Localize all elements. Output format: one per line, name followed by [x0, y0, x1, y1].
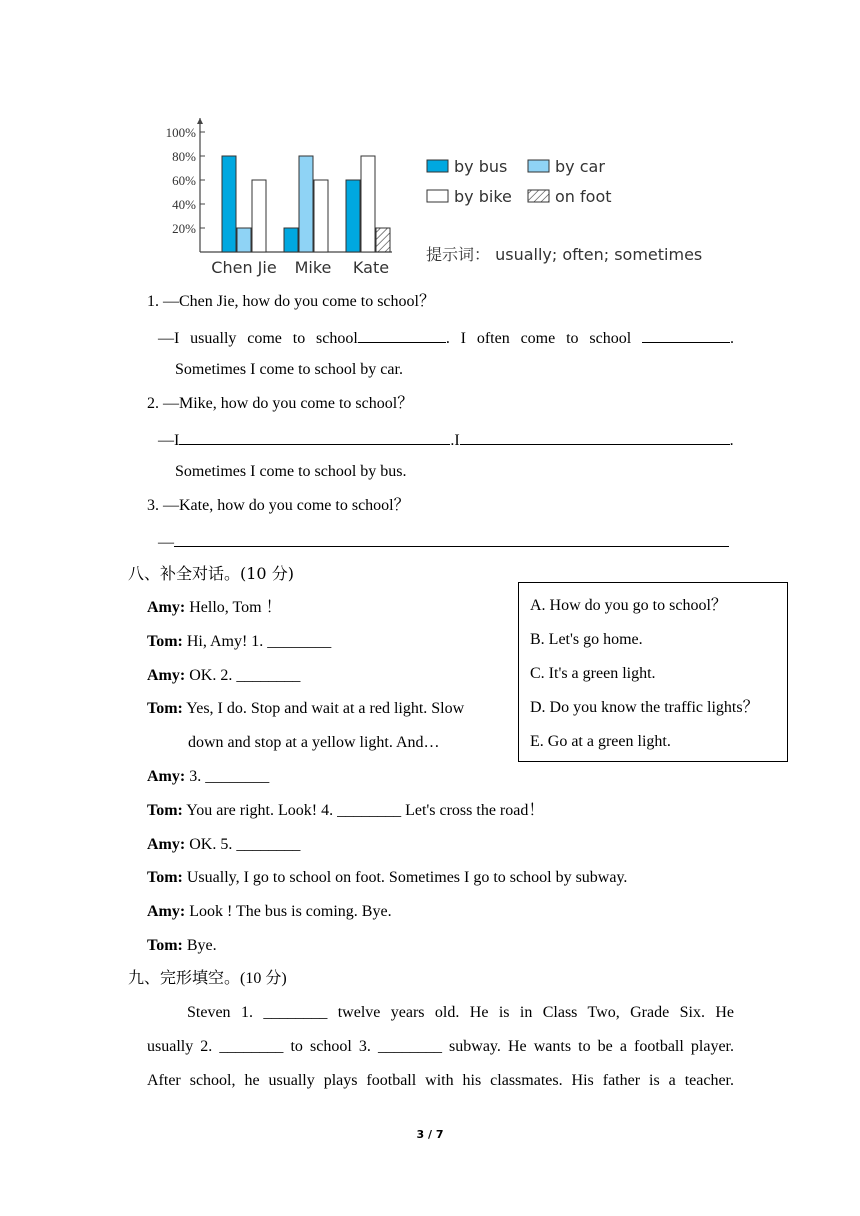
legend-swatch — [528, 190, 549, 202]
legend-swatch — [427, 160, 448, 172]
category-label: Kate — [352, 258, 390, 277]
bar-by-bus — [346, 180, 360, 252]
speaker-name: Tom: — [147, 802, 183, 819]
section9-line-2: usually 2. ________ to school 3. ________ subway. He wants to be a football player. — [147, 1038, 734, 1055]
legend-swatch — [427, 190, 448, 202]
speaker-name: Tom: — [147, 700, 183, 717]
section9-heading: 九、完形填空。(10 分) — [128, 970, 287, 987]
category-label: Mike — [294, 258, 332, 277]
y-tick-label: 40% — [172, 197, 196, 212]
dialogue-line — [147, 936, 217, 956]
speaker-name: Amy: — [147, 903, 186, 920]
option-a: A. How do you go to school？ — [530, 597, 727, 614]
q1-answer — [158, 326, 734, 349]
q2-sometimes: Sometimes I come to school by bus. — [175, 463, 407, 480]
category-labels — [211, 258, 389, 277]
y-tick-labels — [166, 125, 205, 236]
dialogue-text: 3. ________ — [185, 768, 270, 785]
option-d: D. Do you know the traffic lights？ — [530, 699, 759, 716]
q3-dash: — — [158, 534, 174, 551]
dialogue-text: OK. 5. ________ — [185, 836, 301, 853]
dialogue-line — [147, 835, 300, 855]
dialogue-text: Yes, I do. Stop and wait at a red light. Slow — [182, 700, 465, 717]
q3-answer — [158, 530, 729, 553]
category-label: Chen Jie — [211, 258, 277, 277]
q2-answer — [158, 428, 734, 451]
dialogue-line — [147, 902, 392, 922]
dialogue-line — [188, 733, 440, 753]
dialogue-line — [147, 666, 300, 686]
option-e: E. Go at a green light. — [530, 733, 671, 750]
q3-blank[interactable] — [174, 530, 729, 547]
speaker-name: Tom: — [147, 869, 183, 886]
dialogue-line — [147, 767, 269, 787]
page-number: 3 / 7 — [416, 1128, 444, 1141]
q3-question: 3. —Kate, how do you come to school？ — [147, 497, 410, 514]
q2-blank-1[interactable] — [179, 428, 450, 445]
dialogue-line — [147, 868, 627, 888]
dialogue-text: You are right. Look! 4. ________ Let's cross the road！ — [182, 802, 545, 819]
dialogue-text: down and stop at a yellow light. And… — [188, 734, 440, 751]
q1-question: 1. —Chen Jie, how do you come to school？ — [147, 293, 435, 310]
dialogue-line — [147, 801, 544, 821]
bar-on-foot — [376, 228, 390, 252]
q2-end: . — [729, 432, 734, 449]
hint-words: 提示词： usually; often; sometimes — [426, 245, 703, 264]
dialogue-text: Usually, I go to school on foot. Sometimes I go to school by subway. — [182, 869, 628, 886]
chart-bars — [222, 156, 390, 252]
chart-legend — [427, 157, 612, 206]
legend-label: by bus — [454, 157, 508, 176]
q1-answer-a: —I usually come to school — [158, 330, 358, 347]
q1-answer-c: . — [730, 330, 735, 347]
q1-sometimes: Sometimes I come to school by car. — [175, 361, 403, 378]
speaker-name: Tom: — [147, 937, 183, 954]
q2-mid: .I — [450, 432, 460, 449]
bar-by-bike — [361, 156, 375, 252]
bar-by-bus — [284, 228, 298, 252]
y-axis-arrow — [197, 118, 203, 124]
bar-by-bus — [222, 156, 236, 252]
dialogue-line — [147, 598, 282, 618]
q1-blank-1[interactable] — [358, 326, 446, 343]
bar-by-car — [237, 228, 251, 252]
legend-label: by bike — [454, 187, 512, 206]
legend-label: on foot — [555, 187, 612, 206]
dialogue-line — [147, 699, 464, 719]
section9-line-3: After school, he usually plays football with his classmates. His father is a teacher. — [147, 1072, 734, 1089]
speaker-name: Amy: — [147, 667, 186, 684]
speaker-name: Amy: — [147, 836, 186, 853]
option-b: B. Let's go home. — [530, 631, 643, 648]
transport-bar-chart — [0, 0, 860, 290]
speaker-name: Amy: — [147, 768, 186, 785]
dialogue-text: Hi, Amy! 1. ________ — [182, 633, 332, 650]
legend-label: by car — [555, 157, 605, 176]
q2-blank-2[interactable] — [460, 428, 730, 445]
options-box — [518, 582, 788, 762]
y-tick-label: 60% — [172, 173, 196, 188]
dialogue-line — [147, 632, 331, 652]
y-tick-label: 80% — [172, 149, 196, 164]
bar-by-car — [299, 156, 313, 252]
bar-by-bike — [252, 180, 266, 252]
q1-blank-2[interactable] — [642, 326, 730, 343]
y-tick-label: 20% — [172, 221, 196, 236]
dialogue-text: Look ! The bus is coming. Bye. — [185, 903, 392, 920]
q2-dash-i: —I — [158, 432, 180, 449]
q1-answer-b: . I often come to school — [445, 330, 632, 347]
section9-line-1: Steven 1. ________ twelve years old. He is in Class Two, Grade Six. He — [187, 1004, 734, 1021]
speaker-name: Amy: — [147, 599, 186, 616]
legend-swatch — [528, 160, 549, 172]
speaker-name: Tom: — [147, 633, 183, 650]
dialogue-text: OK. 2. ________ — [185, 667, 301, 684]
y-tick-label: 100% — [165, 125, 196, 140]
dialogue-text: Bye. — [182, 937, 217, 954]
bar-by-bike — [314, 180, 328, 252]
q2-question: 2. —Mike, how do you come to school？ — [147, 395, 414, 412]
dialogue-text: Hello, Tom ！ — [185, 599, 282, 616]
section8-heading: 八、补全对话。(10 分) — [128, 564, 294, 583]
option-c: C. It's a green light. — [530, 665, 656, 682]
